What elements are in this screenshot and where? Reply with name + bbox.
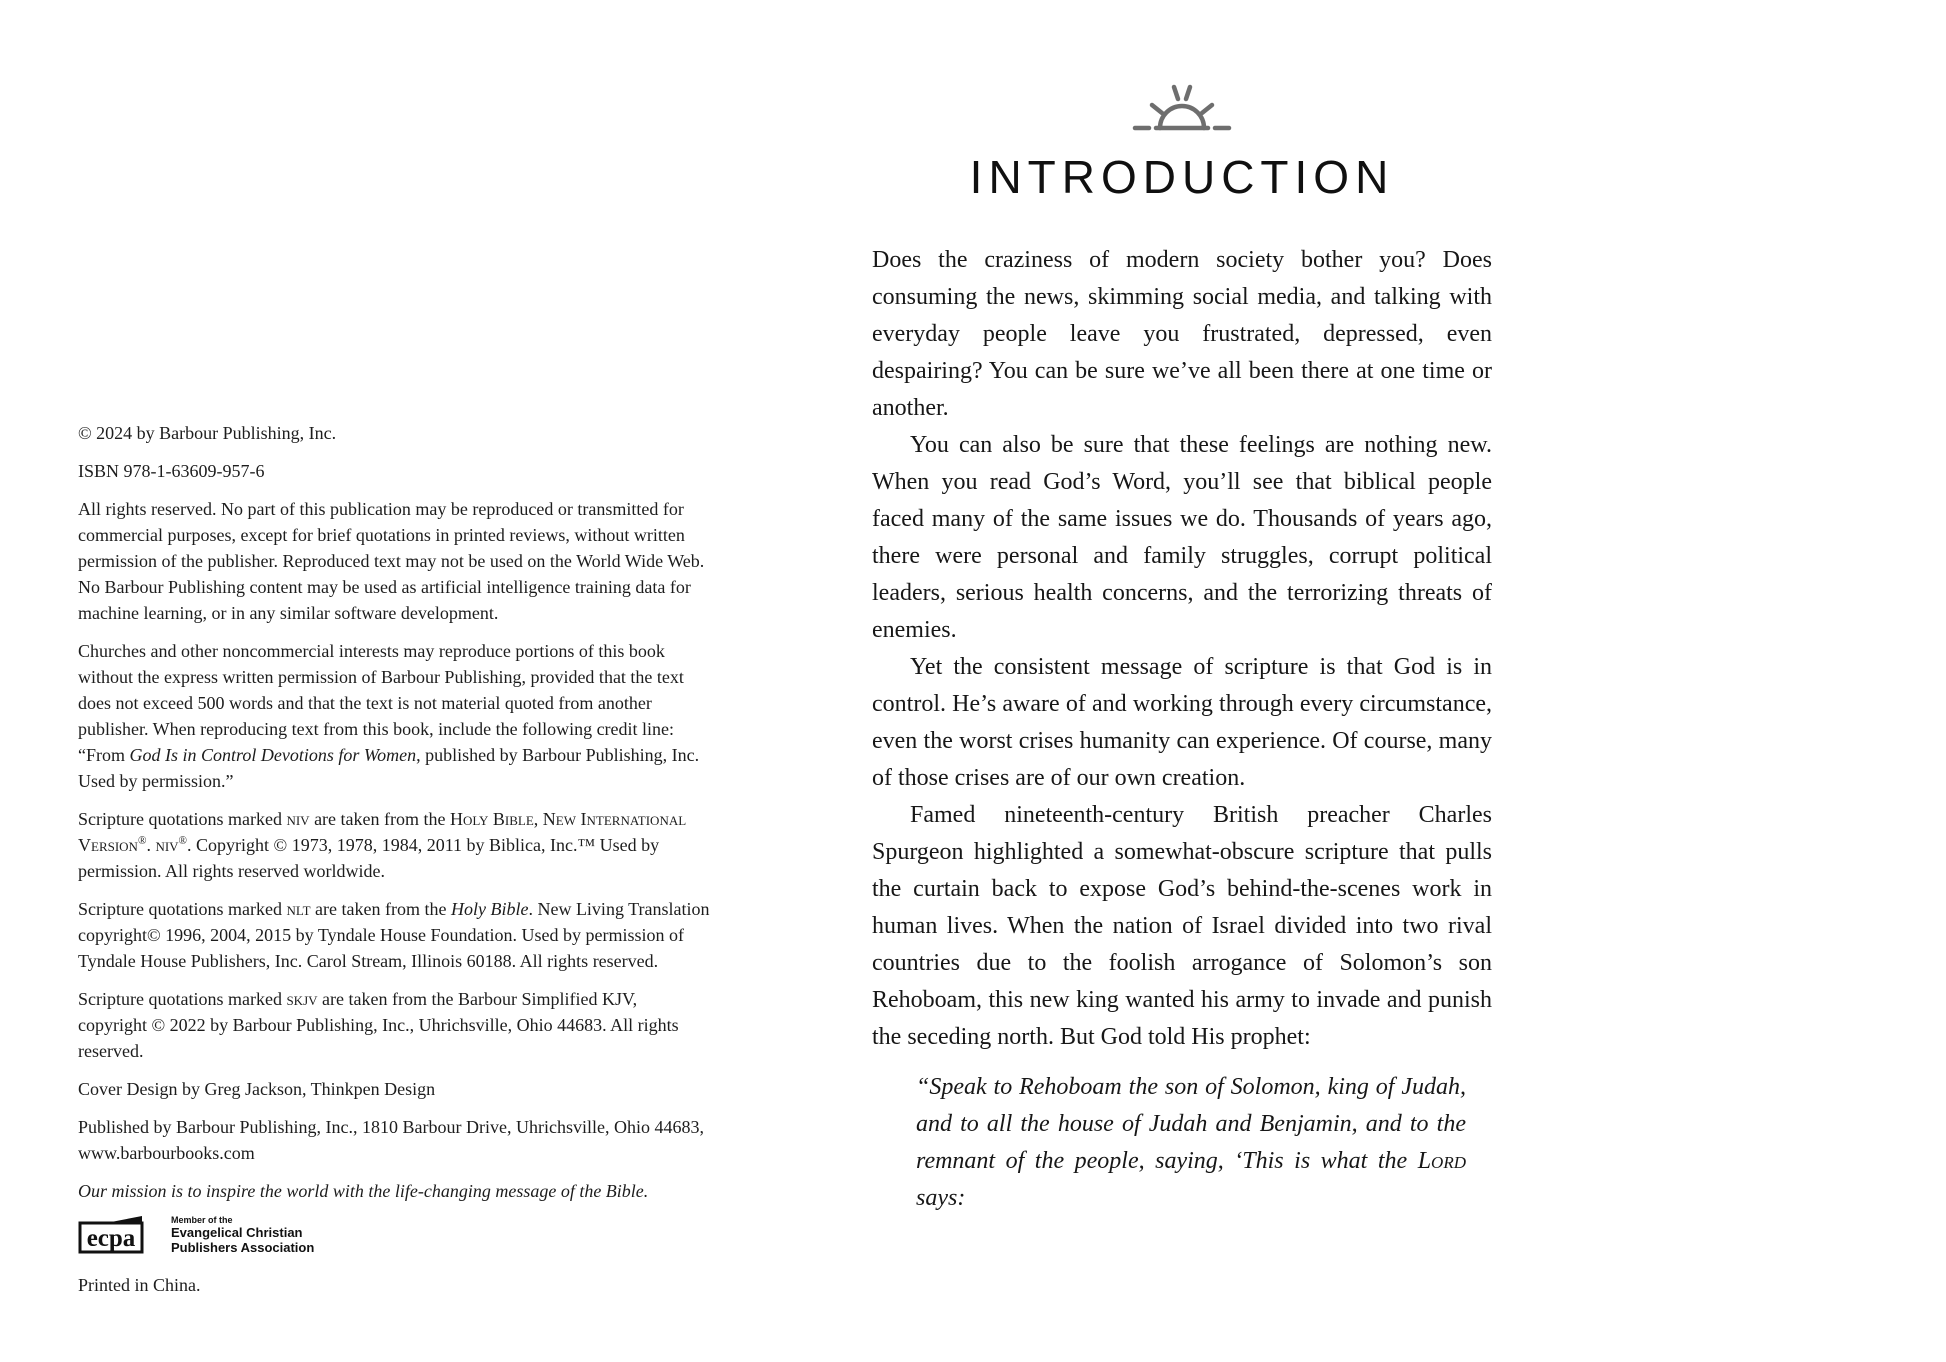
- niv-credit: Scripture quotations marked niv are taken from the Holy Bible, New International Version®. niv®. Copyright © 1973, 1978, 1984, 2011 by Biblica, Inc.™ Used by permission. All rights reserved worldwide.: [78, 809, 687, 881]
- mission-statement: Our mission is to inspire the world with the life-changing message of the Bible.: [78, 1181, 649, 1201]
- ecpa-logo-text: ecpa: [86, 1225, 136, 1252]
- rights-paragraph: All rights reserved. No part of this publication may be reproduced or transmitted for commercial purposes, except for brief quotations in printed reviews, without written permission of the publisher. Reproduced text may not be used on the World Wide Web. No Barbour Publishing content may be used as artificial intelligence training data for machine learning, or in any similar software development.: [78, 499, 705, 623]
- churches-paragraph: Churches and other noncommercial interests may reproduce portions of this book without the express written permission of Barbour Publishing, provided that the text does not exceed 500 words and that the text is not material quoted from another publisher. When reproducing text from this book, include the following credit line: “From God Is in Control Devotions for Women, published by Barbour Publishing, Inc. Used by permission.”: [78, 641, 700, 791]
- nlt-credit: Scripture quotations marked nlt are taken from the Holy Bible. New Living Translation copyright© 1996, 2004, 2015 by Tyndale House Foundation. Used by permission of Tyndale House Publishers, Inc. Carol Stream, Illinois 60188. All rights reserved.: [78, 899, 710, 971]
- sunrise-icon: [1132, 80, 1232, 140]
- intro-paragraph-3: Yet the consistent message of scripture is that God is in control. He’s aware of and working through every circumstance, even the worst crises humanity can experience. Of course, many of those crises are of our own creation.: [872, 654, 1492, 791]
- ecpa-mark-icon: [78, 1214, 162, 1256]
- skjv-credit: Scripture quotations marked skjv are taken from the Barbour Simplified KJV, copyright © 2022 by Barbour Publishing, Inc., Uhrichsville, Ohio 44683. All rights reserved.: [78, 989, 679, 1061]
- intro-paragraph-1: Does the craziness of modern society bother you? Does consuming the news, skimming social media, and talking with everyday people leave you frustrated, depressed, even despairing? You can be sure we’ve all been there at one time or another.: [872, 247, 1492, 421]
- ecpa-member-line3: Publishers Association: [171, 1240, 315, 1255]
- isbn-line: ISBN 978-1-63609-957-6: [78, 461, 265, 481]
- introduction-body: [872, 242, 1492, 1217]
- cover-design-line: Cover Design by Greg Jackson, Thinkpen Design: [78, 1079, 436, 1099]
- ecpa-member-line1: Member of the: [171, 1215, 233, 1225]
- ecpa-member-line2: Evangelical Christian: [171, 1225, 303, 1240]
- copyright-line: © 2024 by Barbour Publishing, Inc.: [78, 423, 337, 443]
- copyright-block: [78, 420, 710, 1298]
- intro-paragraph-2: You can also be sure that these feelings are nothing new. When you read God’s Word, you’ll see that biblical people faced many of the same issues we do. Thousands of years ago, there were personal and family struggles, corrupt political leaders, serious health concerns, and the terrorizing threats of enemies.: [872, 432, 1492, 643]
- intro-paragraph-4: Famed nineteenth-century British preacher Charles Spurgeon highlighted a somewhat-obscure scripture that pulls the curtain back to expose God’s behind-the-scenes work in human lives. When the nation of Israel divided into two rival countries due to the foolish arrogance of Solomon’s son Rehoboam, this new king wanted his army to invade and punish the seceding north. But God told His prophet:: [872, 802, 1492, 1050]
- printed-in-line: Printed in China.: [78, 1275, 201, 1295]
- scripture-quote: “Speak to Rehoboam the son of Solomon, king of Judah, and to all the house of Judah and Benjamin, and to the remnant of the people, saying, ‘This is what the Lord says:: [916, 1074, 1466, 1211]
- publisher-line: Published by Barbour Publishing, Inc., 1810 Barbour Drive, Uhrichsville, Ohio 44683, www.barbourbooks.com: [78, 1117, 704, 1163]
- ecpa-member-text: [171, 1215, 314, 1255]
- ecpa-logo: [78, 1214, 710, 1256]
- chapter-title: INTRODUCTION: [969, 151, 1395, 203]
